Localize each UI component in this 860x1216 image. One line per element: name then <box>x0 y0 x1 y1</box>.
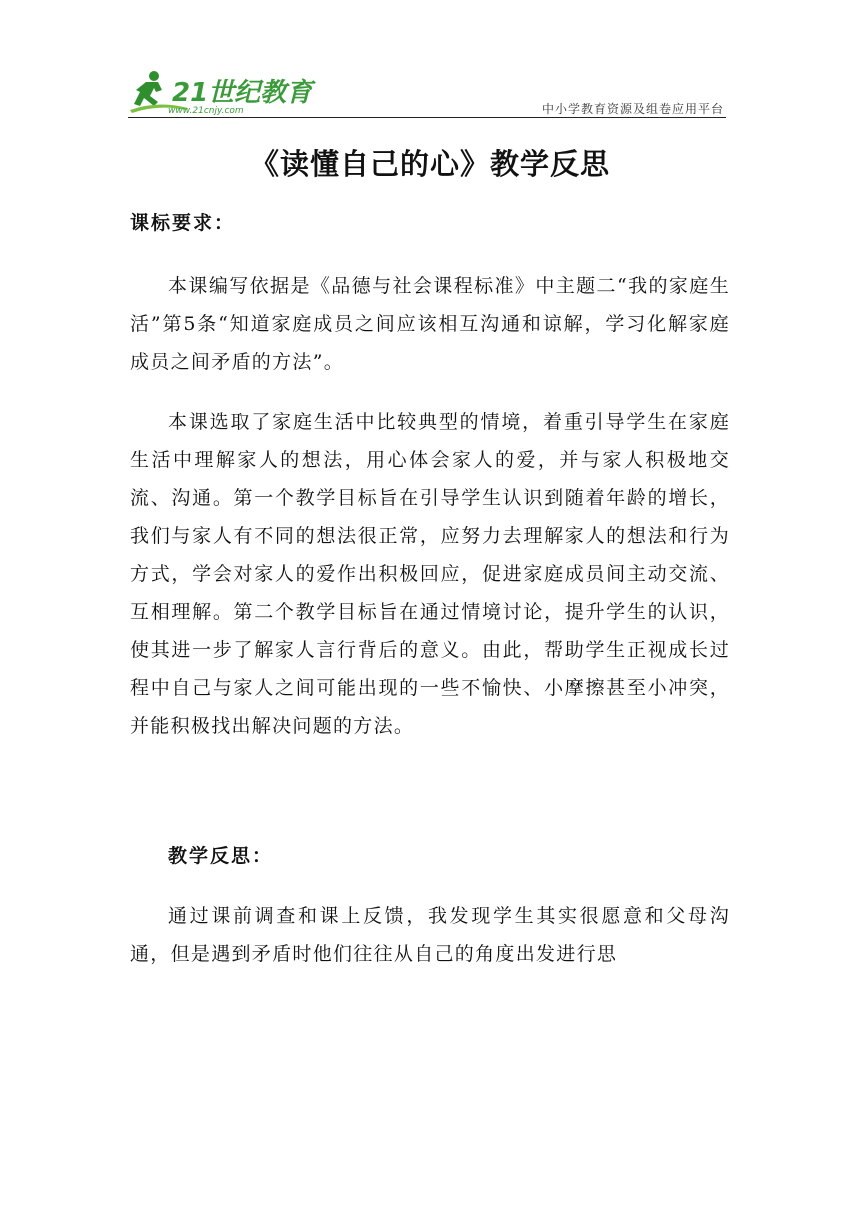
21cnjy-logo <box>128 66 313 116</box>
logo-url: www.21cnjy.com <box>168 106 244 116</box>
document-body <box>130 204 730 973</box>
paragraph: 通过课前调查和课上反馈，我发现学生其实很愿意和父母沟通，但是遇到矛盾时他们往往从自己的角度出发进行思 <box>130 905 730 965</box>
header-divider <box>128 117 726 118</box>
logo-text: 21世纪教育 <box>172 78 313 108</box>
paragraph: 本课编写依据是《品德与社会课程标准》中主题二“我的家庭生活”第5条“知道家庭成员之间应该相互沟通和谅解，学习化解家庭成员之间矛盾的方法”。 <box>130 275 730 373</box>
document-title: 《读懂自己的心》教学反思 <box>249 147 610 181</box>
paragraph: 本课选取了家庭生活中比较典型的情境，着重引导学生在家庭生活中理解家人的想法，用心体会家人的爱，并与家人积极地交流、沟通。第一个教学目标旨在引导学生认识到随着年龄的增长，我们与家人有不同的想法很正常，应努力去理解家人的想法和行为方式，学会对家人的爱作出积极回应，促进家庭成员间主动交流、互相理解。第二个教学目标旨在通过情境讨论，提升学生的认识，使其进一步了解家人言行背后的意义。由此，帮助学生正视成长过程中自己与家人之间可能出现的一些不愉快、小摩擦甚至小冲突，并能积极找出解决问题的方法。 <box>130 411 730 737</box>
section-heading-standards: 课标要求： <box>130 212 236 234</box>
platform-name: 中小学教育资源及组卷应用平台 <box>541 102 724 116</box>
page-header <box>128 66 726 118</box>
section-heading-reflection: 教学反思： <box>168 845 274 867</box>
